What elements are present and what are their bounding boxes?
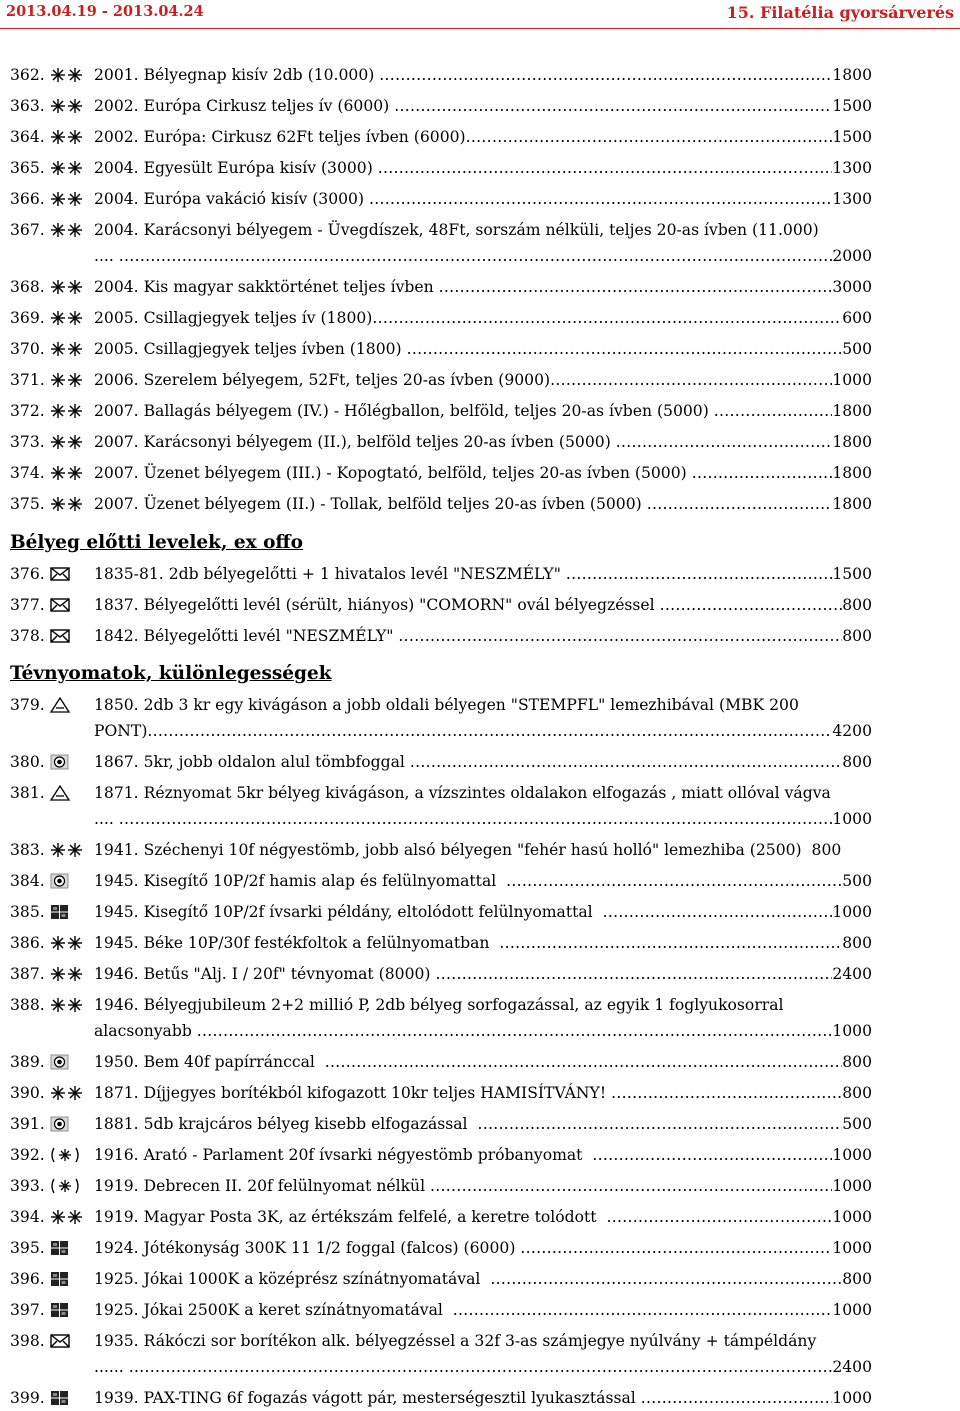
bracket-star-icon — [49, 1147, 85, 1163]
lot-number: 385. — [10, 903, 45, 921]
lot-number: 380. — [10, 753, 45, 771]
envelope-icon — [49, 628, 85, 644]
lot-row — [10, 93, 872, 119]
lot-description: 1945. Béke 10P/30f festékfoltok a felülnyomatban — [94, 934, 500, 952]
lot-price: 4200 — [832, 722, 872, 740]
lot-row — [10, 1235, 872, 1261]
lot-number: 371. — [10, 371, 45, 389]
envelope-icon — [49, 597, 85, 613]
lot-number: 366. — [10, 190, 45, 208]
lot-number: 384. — [10, 872, 45, 890]
dot-leader — [379, 62, 832, 88]
lot-description: 1837. Bélyegelőtti levél (sérült, hiányos) "COMORN" ovál bélyegzéssel — [94, 596, 660, 614]
double-star-icon — [49, 966, 85, 982]
lot-row — [10, 124, 872, 150]
lot-price: 1300 — [832, 159, 872, 177]
lot-number: 394. — [10, 1208, 45, 1226]
dot-leader — [520, 1235, 832, 1261]
lot-row — [10, 930, 872, 956]
lot-description: ...... — [94, 1358, 129, 1376]
dot-leader — [499, 930, 842, 956]
double-star-icon — [49, 341, 85, 357]
lot-number: 378. — [10, 627, 45, 645]
lot-number: 397. — [10, 1301, 45, 1319]
dot-leader — [616, 429, 833, 455]
lot-row — [10, 749, 872, 775]
lot-description: 2005. Csillagjegyek teljes ív (1800) — [94, 309, 373, 327]
lot-row — [10, 186, 872, 212]
dot-leader — [477, 1111, 842, 1137]
lot-number: 388. — [10, 996, 45, 1014]
dot-leader — [119, 243, 833, 269]
lot-row-continuation — [10, 806, 872, 832]
lot-row — [10, 837, 872, 863]
lot-number: 391. — [10, 1115, 45, 1133]
lot-description: 2004. Egyesült Európa kisív (3000) — [94, 159, 378, 177]
lot-number: 390. — [10, 1084, 45, 1102]
header-dates: 2013.04.19 - 2013.04.24 — [6, 3, 204, 20]
lot-row — [10, 305, 872, 331]
lot-row-continuation — [10, 1018, 872, 1044]
lot-price: 800 — [842, 1270, 872, 1288]
dot-leader — [197, 1018, 833, 1044]
lot-description: 2007. Karácsonyi bélyegem (II.), belföld teljes 20-as ívben (5000) — [94, 433, 616, 451]
lot-number: 368. — [10, 278, 45, 296]
lot-description: 1945. Kisegítő 10P/2f ívsarki példány, eltolódott felülnyomattal — [94, 903, 603, 921]
lot-price: 1300 — [832, 190, 872, 208]
dot-leader — [490, 1266, 842, 1292]
dot-leader — [603, 899, 833, 925]
lot-price: 3000 — [832, 278, 872, 296]
dot-leader — [435, 961, 832, 987]
lot-description: 1925. Jókai 1000K a középrész színátnyomatával — [94, 1270, 491, 1288]
lot-row — [10, 62, 872, 88]
dot-leader — [378, 155, 833, 181]
triangle-icon — [49, 697, 85, 713]
lot-row — [10, 1111, 872, 1137]
lot-description: 1835-81. 2db bélyegelőtti + 1 hivatalos levél "NESZMÉLY" — [94, 565, 566, 583]
dot-leader — [430, 1173, 832, 1199]
double-star-icon — [49, 434, 85, 450]
lot-description: 1935. Rákóczi sor borítékon alk. bélyegzéssel a 32f 3-as számjegye nyúlvány + támpéldány — [94, 1332, 817, 1350]
lot-description: .... — [94, 810, 119, 828]
lot-number: 396. — [10, 1270, 45, 1288]
lot-description: 1871. Díjjegyes borítékból kifogazott 10kr teljes HAMISÍTVÁNY! — [94, 1084, 612, 1102]
postmark-icon — [49, 873, 85, 889]
lot-description: 2001. Bélyegnap kisív 2db (10.000) — [94, 66, 380, 84]
lot-row — [10, 1328, 872, 1354]
lot-description: 1924. Jótékonyság 300K 11 1/2 foggal (falcos) (6000) — [94, 1239, 521, 1257]
lot-row — [10, 398, 872, 424]
lot-row — [10, 961, 872, 987]
lot-price: 800 — [842, 934, 872, 952]
lot-row — [10, 623, 872, 649]
lot-description: 2007. Ballagás bélyegem (IV.) - Hőlégballon, belföld, teljes 20-as ívben (5000) — [94, 402, 714, 420]
dot-leader — [453, 1297, 833, 1323]
section-heading: Bélyeg előtti levelek, ex offo — [10, 532, 303, 553]
lot-row — [10, 780, 872, 806]
double-star-icon — [49, 98, 85, 114]
dot-leader — [325, 1049, 842, 1075]
lot-number: 399. — [10, 1389, 45, 1407]
lot-number: 381. — [10, 784, 45, 802]
lot-row — [10, 1297, 872, 1323]
dot-leader — [647, 491, 833, 517]
lot-price: 1000 — [832, 1239, 872, 1257]
lot-description: 1945. Kisegítő 10P/2f hamis alap és felülnyomattal — [94, 872, 507, 890]
lot-price: 500 — [842, 1115, 872, 1133]
lot-price: 1000 — [832, 1301, 872, 1319]
lot-price: 2000 — [832, 247, 872, 265]
postmark-icon — [49, 1054, 85, 1070]
lot-number: 363. — [10, 97, 45, 115]
lot-row — [10, 460, 872, 486]
lot-price: 500 — [842, 340, 872, 358]
lot-description: 2007. Üzenet bélyegem (III.) - Kopogtató, belföld, teljes 20-as ívben (5000) — [94, 464, 692, 482]
double-star-icon — [49, 403, 85, 419]
lot-row — [10, 274, 872, 300]
lot-row — [10, 1266, 872, 1292]
lot-row — [10, 491, 872, 517]
lot-description: alacsonyabb — [94, 1022, 197, 1040]
dot-leader — [439, 274, 833, 300]
lot-number: 398. — [10, 1332, 45, 1350]
lot-number: 389. — [10, 1053, 45, 1071]
lot-description: 2004. Kis magyar sakktörténet teljes ívben — [94, 278, 439, 296]
lot-price: 800 — [842, 1084, 872, 1102]
lot-number: 367. — [10, 221, 45, 239]
lot-description: 2002. Európa: Cirkusz 62Ft teljes ívben (6000) — [94, 128, 466, 146]
block-icon — [49, 1271, 85, 1287]
double-star-icon — [49, 842, 85, 858]
lot-price: 1000 — [832, 1146, 872, 1164]
block-icon — [49, 1302, 85, 1318]
double-star-icon — [49, 1085, 85, 1101]
lot-row — [10, 692, 872, 718]
lot-description: 2002. Európa Cirkusz teljes ív (6000) — [94, 97, 395, 115]
lot-number: 377. — [10, 596, 45, 614]
lot-price: 1800 — [832, 66, 872, 84]
lot-row — [10, 367, 872, 393]
lot-row — [10, 868, 872, 894]
double-star-icon — [49, 129, 85, 145]
dot-leader — [641, 1385, 833, 1411]
lot-price: 1500 — [832, 565, 872, 583]
double-star-icon — [49, 191, 85, 207]
lot-description: 1950. Bem 40f papírránccal — [94, 1053, 325, 1071]
lot-price: 2400 — [832, 1358, 872, 1376]
lot-row-continuation — [10, 1354, 872, 1380]
lot-row — [10, 1080, 872, 1106]
bracket-star-icon — [49, 1178, 85, 1194]
dot-leader — [611, 1080, 842, 1106]
double-star-icon — [49, 279, 85, 295]
double-star-icon — [49, 310, 85, 326]
lot-price: 1000 — [832, 371, 872, 389]
lot-row — [10, 1204, 872, 1230]
lot-price: 1000 — [832, 1389, 872, 1407]
lot-description: 1919. Magyar Posta 3K, az értékszám felfelé, a keretre tolódott — [94, 1208, 607, 1226]
lot-description: 1946. Bélyegjubileum 2+2 millió P, 2db bélyeg sorfogazással, az egyik 1 foglyukosorral — [94, 996, 784, 1014]
dot-leader — [714, 398, 833, 424]
dot-leader — [394, 93, 832, 119]
lot-row — [10, 1385, 872, 1411]
lot-row — [10, 992, 872, 1018]
lot-description: 1842. Bélyegelőtti levél "NESZMÉLY" — [94, 627, 399, 645]
envelope-icon — [49, 1333, 85, 1349]
lot-description: 2005. Csillagjegyek teljes ívben (1800) — [94, 340, 407, 358]
double-star-icon — [49, 1209, 85, 1225]
double-star-icon — [49, 496, 85, 512]
lot-description: 1925. Jókai 2500K a keret színátnyomatával — [94, 1301, 453, 1319]
lot-row — [10, 155, 872, 181]
lot-description: PONT) — [94, 722, 148, 740]
dot-leader — [466, 124, 833, 150]
lot-description: 1867. 5kr, jobb oldalon alul tömbfoggal — [94, 753, 410, 771]
dot-leader — [372, 305, 842, 331]
lot-price: 1000 — [832, 1208, 872, 1226]
lot-number: 387. — [10, 965, 45, 983]
lot-price: 800 — [842, 1053, 872, 1071]
lot-number: 393. — [10, 1177, 45, 1195]
lot-price: 1500 — [832, 128, 872, 146]
lot-price: 1000 — [832, 903, 872, 921]
lot-description: 1850. 2db 3 kr egy kivágáson a jobb oldali bélyegen "STEMPFL" lemezhibával (MBK 200 — [94, 696, 799, 714]
dot-leader — [592, 1142, 832, 1168]
lot-description: .... — [94, 247, 119, 265]
triangle-icon — [49, 785, 85, 801]
dot-leader — [129, 1354, 833, 1380]
lot-price: 1000 — [832, 1022, 872, 1040]
lot-number: 383. — [10, 841, 45, 859]
lot-number: 372. — [10, 402, 45, 420]
lot-price: 1000 — [832, 810, 872, 828]
lot-number: 365. — [10, 159, 45, 177]
lot-row — [10, 899, 872, 925]
lot-row — [10, 336, 872, 362]
lot-number: 392. — [10, 1146, 45, 1164]
lot-price: 1800 — [832, 495, 872, 513]
lot-price: 1800 — [832, 433, 872, 451]
lot-number: 369. — [10, 309, 45, 327]
lot-price: 500 — [842, 872, 872, 890]
lot-description: 1871. Réznyomat 5kr bélyeg kivágáson, a vízszintes oldalakon elfogazás , miatt ollóval vágva — [94, 784, 831, 802]
dot-leader — [606, 1204, 832, 1230]
section-heading: Tévnyomatok, különlegességek — [10, 663, 332, 684]
lot-price: 800 — [842, 596, 872, 614]
lot-price: 1800 — [832, 402, 872, 420]
double-star-icon — [49, 372, 85, 388]
lot-description: 2004. Európa vakáció kisív (3000) — [94, 190, 370, 208]
lot-row — [10, 592, 872, 618]
header-title: 15. Filatélia gyorsárverés — [726, 3, 954, 22]
lot-description: 1939. PAX-TING 6f fogazás vágott pár, mesterségesztil lyukasztással — [94, 1389, 641, 1407]
dot-leader — [147, 718, 832, 744]
block-icon — [49, 904, 85, 920]
dot-leader — [398, 623, 842, 649]
lot-number: 374. — [10, 464, 45, 482]
lot-price: 1500 — [832, 97, 872, 115]
lot-row-continuation — [10, 243, 872, 269]
dot-leader — [660, 592, 843, 618]
lot-number: 386. — [10, 934, 45, 952]
lot-description: 1941. Széchenyi 10f négyestömb, jobb alsó bélyegen "fehér hasú holló" lemezhiba (2500) 800 — [94, 841, 842, 859]
lot-row — [10, 561, 872, 587]
dot-leader — [410, 749, 842, 775]
lot-row — [10, 1173, 872, 1199]
lot-row — [10, 1142, 872, 1168]
lot-number: 373. — [10, 433, 45, 451]
double-star-icon — [49, 465, 85, 481]
dot-leader — [369, 186, 832, 212]
dot-leader — [550, 367, 832, 393]
postmark-icon — [49, 754, 85, 770]
lot-description: 2007. Üzenet bélyegem (II.) - Tollak, belföld teljes 20-as ívben (5000) — [94, 495, 647, 513]
double-star-icon — [49, 997, 85, 1013]
lot-price: 2400 — [832, 965, 872, 983]
dot-leader — [407, 336, 843, 362]
lot-description: 2006. Szerelem bélyegem, 52Ft, teljes 20-as ívben (9000) — [94, 371, 551, 389]
lot-description: 1946. Betűs "Alj. I / 20f" tévnyomat (8000) — [94, 965, 436, 983]
lot-description: 1916. Arató - Parlament 20f ívsarki négyestömb próbanyomat — [94, 1146, 593, 1164]
lot-price: 1800 — [832, 464, 872, 482]
block-icon — [49, 1240, 85, 1256]
double-star-icon — [49, 160, 85, 176]
lot-price: 800 — [842, 753, 872, 771]
dot-leader — [566, 561, 832, 587]
lot-row — [10, 217, 872, 243]
lot-number: 395. — [10, 1239, 45, 1257]
lot-row-continuation — [10, 718, 872, 744]
lot-row — [10, 429, 872, 455]
double-star-icon — [49, 935, 85, 951]
block-icon — [49, 1390, 85, 1406]
lot-price: 1000 — [832, 1177, 872, 1195]
postmark-icon — [49, 1116, 85, 1132]
envelope-icon — [49, 566, 85, 582]
lot-row — [10, 1049, 872, 1075]
lot-number: 379. — [10, 696, 45, 714]
lot-number: 362. — [10, 66, 45, 84]
lot-description: 1881. 5db krajcáros bélyeg kisebb elfogazással — [94, 1115, 478, 1133]
double-star-icon — [49, 222, 85, 238]
dot-leader — [506, 868, 842, 894]
lot-number: 364. — [10, 128, 45, 146]
lot-description: 1919. Debrecen II. 20f felülnyomat nélkül — [94, 1177, 431, 1195]
dot-leader — [692, 460, 833, 486]
lot-description: 2004. Karácsonyi bélyegem - Üvegdíszek, 48Ft, sorszám nélküli, teljes 20-as ívben (11.000) — [94, 221, 819, 239]
lot-number: 376. — [10, 565, 45, 583]
lot-number: 370. — [10, 340, 45, 358]
lot-number: 375. — [10, 495, 45, 513]
lot-price: 800 — [842, 627, 872, 645]
dot-leader — [119, 806, 833, 832]
double-star-icon — [49, 67, 85, 83]
lot-price: 600 — [842, 309, 872, 327]
